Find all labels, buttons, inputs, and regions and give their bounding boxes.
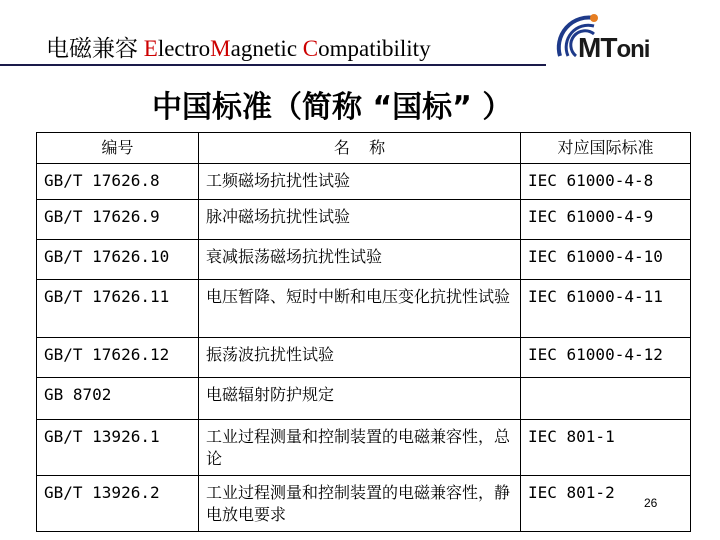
table-row bbox=[37, 476, 691, 532]
cell-code: GB/T 17626.8 bbox=[37, 164, 199, 200]
cell-name: 振荡波抗扰性试验 bbox=[199, 338, 521, 378]
logo-wordmark bbox=[578, 32, 649, 64]
cell-intl: IEC 801-1 bbox=[521, 420, 691, 476]
header-letter-m: M bbox=[210, 36, 231, 61]
logo-orange-dot bbox=[590, 14, 598, 22]
cell-name: 电磁辐射防护规定 bbox=[199, 378, 521, 420]
cell-intl: IEC 61000-4-8 bbox=[521, 164, 691, 200]
logo-mt: MT bbox=[578, 32, 617, 63]
cell-code: GB/T 17626.12 bbox=[37, 338, 199, 378]
cell-name: 工频磁场抗扰性试验 bbox=[199, 164, 521, 200]
cell-intl: IEC 801-2 bbox=[521, 476, 691, 532]
cell-intl: IEC 61000-4-10 bbox=[521, 240, 691, 280]
header-word-ompatibility: ompatibility bbox=[318, 36, 431, 61]
header-code: 编号 bbox=[37, 133, 199, 164]
header-name: 名 称 bbox=[199, 133, 521, 164]
cell-intl bbox=[521, 378, 691, 420]
mtoni-logo bbox=[546, 8, 672, 70]
cell-intl: IEC 61000-4-11 bbox=[521, 280, 691, 338]
header-letter-e: E bbox=[143, 36, 158, 61]
cell-name: 工业过程测量和控制装置的电磁兼容性，总论 bbox=[199, 420, 521, 476]
logo-oni: oni bbox=[616, 36, 650, 63]
cell-code: GB/T 13926.1 bbox=[37, 420, 199, 476]
cell-code: GB/T 17626.9 bbox=[37, 200, 199, 240]
slide-header-title bbox=[46, 30, 431, 63]
header-intl: 对应国际标准 bbox=[521, 133, 691, 164]
table-row bbox=[37, 240, 691, 280]
cell-name: 电压暂降、短时中断和电压变化抗扰性试验 bbox=[199, 280, 521, 338]
cell-code: GB 8702 bbox=[37, 378, 199, 420]
table-row bbox=[37, 200, 691, 240]
table-row bbox=[37, 338, 691, 378]
cell-name: 衰减振荡磁场抗扰性试验 bbox=[199, 240, 521, 280]
cell-name: 脉冲磁场抗扰性试验 bbox=[199, 200, 521, 240]
header-letter-c: C bbox=[302, 36, 319, 61]
table-row bbox=[37, 164, 691, 200]
table-row bbox=[37, 280, 691, 338]
header-word-agnetic: agnetic bbox=[230, 36, 303, 61]
cell-code: GB/T 17626.10 bbox=[37, 240, 199, 280]
table-row bbox=[37, 378, 691, 420]
header-divider bbox=[0, 64, 546, 66]
standards-table bbox=[36, 132, 691, 532]
cell-intl: IEC 61000-4-9 bbox=[521, 200, 691, 240]
header-title-cn: 电磁兼容 bbox=[46, 36, 144, 61]
header-word-lectro: lectro bbox=[157, 36, 211, 61]
cell-code: GB/T 17626.11 bbox=[37, 280, 199, 338]
table-row bbox=[37, 420, 691, 476]
slide-subtitle: 中国标准（简称 “国标” ） bbox=[152, 90, 513, 125]
page-number: 26 bbox=[644, 496, 658, 510]
cell-intl: IEC 61000-4-12 bbox=[521, 338, 691, 378]
table-header-row bbox=[37, 133, 691, 164]
cell-name: 工业过程测量和控制装置的电磁兼容性，静电放电要求 bbox=[199, 476, 521, 532]
cell-code: GB/T 13926.2 bbox=[37, 476, 199, 532]
